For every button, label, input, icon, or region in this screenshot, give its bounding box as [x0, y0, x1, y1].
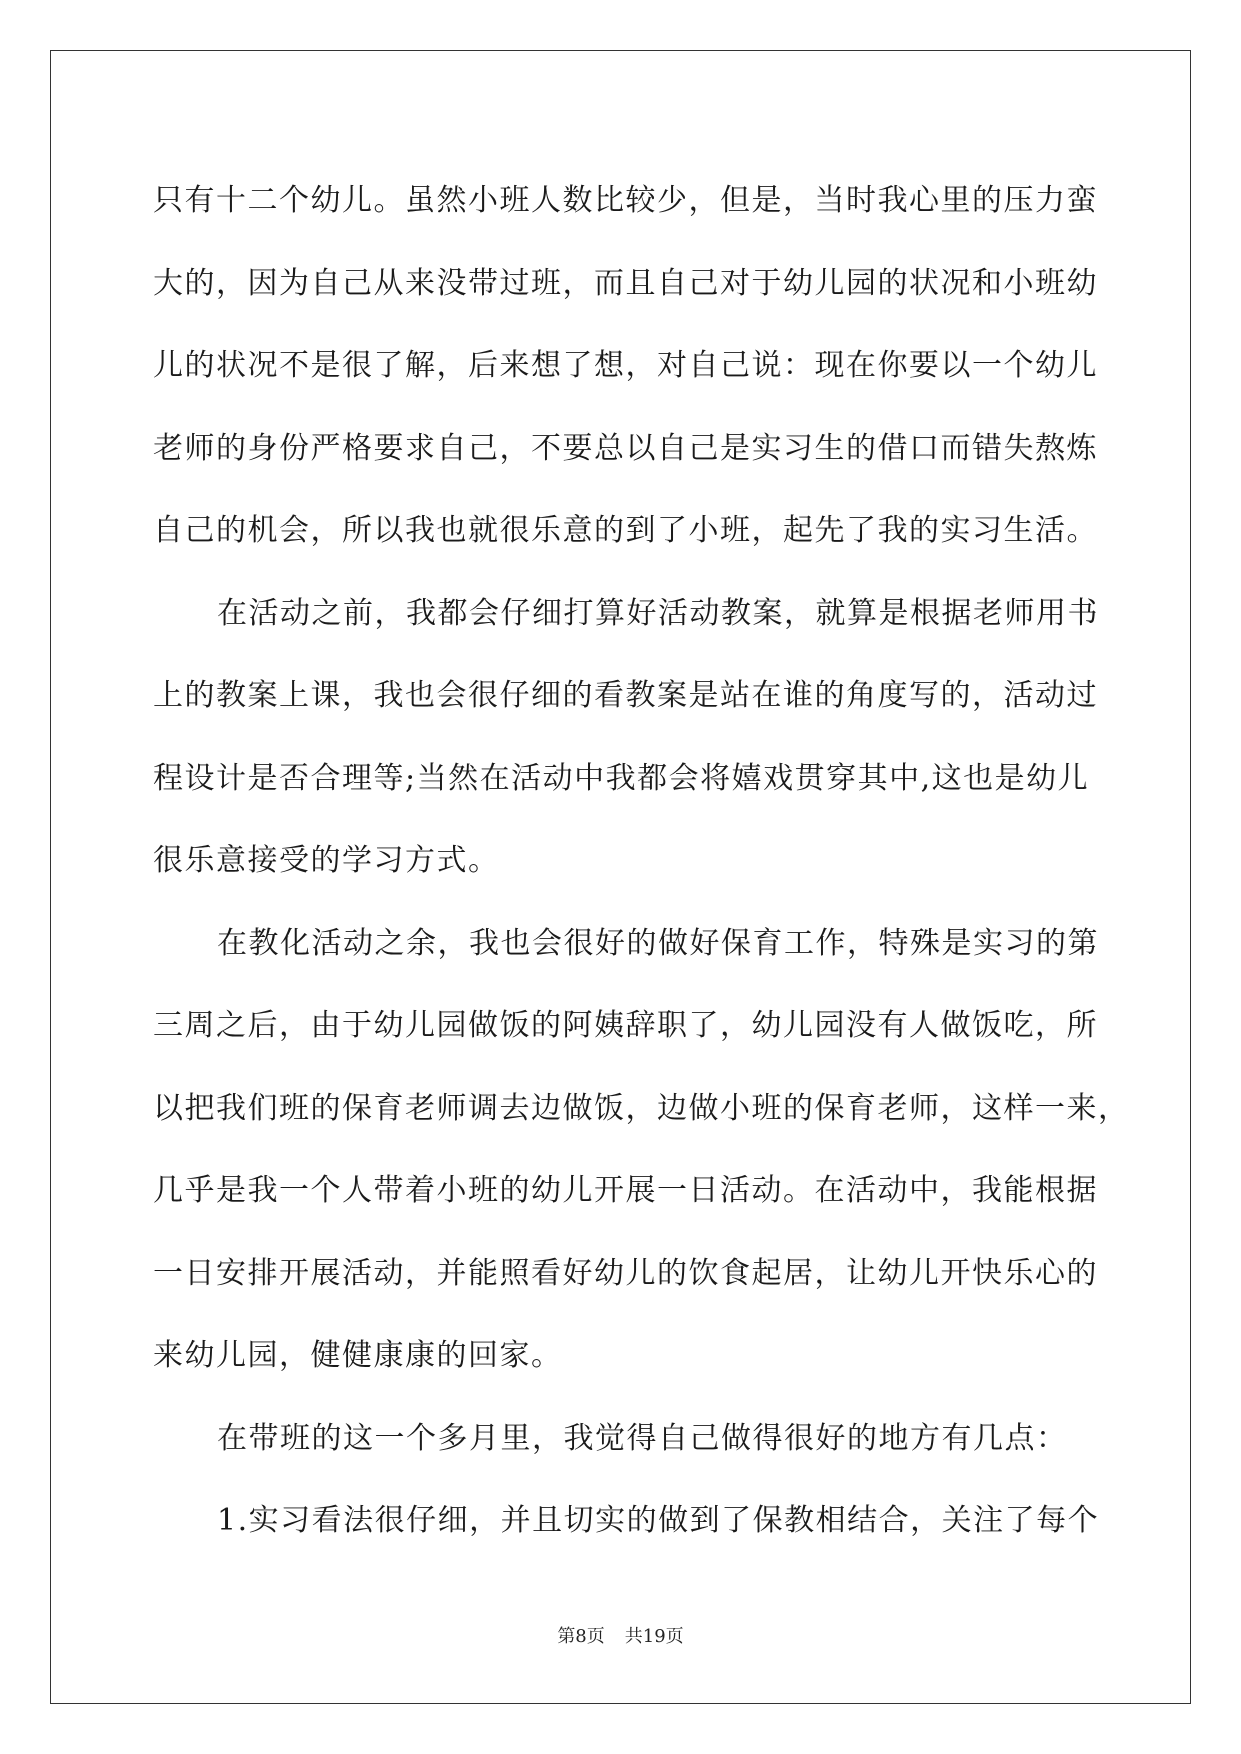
- page-number-current: 第8页: [557, 1626, 605, 1647]
- text-line: 只有十二个幼儿。虽然小班人数比较少，但是，当时我心里的压力蛮: [153, 183, 1098, 218]
- text-line: 程设计是否合理等;当然在活动中我都会将嬉戏贯穿其中,这也是幼儿: [153, 760, 1090, 796]
- text-line: 一日安排开展活动，并能照看好幼儿的饮食起居，让幼儿开快乐心的: [153, 1255, 1098, 1291]
- text-line: 老师的身份严格要求自己，不要总以自己是实习生的借口而错失熬炼: [153, 430, 1098, 466]
- text-line: 上的教案上课，我也会很仔细的看教案是站在谁的角度写的，活动过: [153, 678, 1098, 713]
- paragraph-start: 在活动之前，我都会仔细打算好活动教案，就算是根据老师用书: [217, 595, 1099, 631]
- document-body: [153, 160, 1130, 1563]
- paragraph-start: 在教化活动之余，我也会很好的做好保育工作，特殊是实习的第: [217, 925, 1099, 961]
- text-line: 来幼儿园，健健康康的回家。: [153, 1338, 563, 1373]
- paragraph-start: 在带班的这一个多月里，我觉得自己做得很好的地方有几点：: [217, 1420, 1068, 1456]
- text-line: 儿的状况不是很了解，后来想了想，对自己说：现在你要以一个幼儿: [153, 348, 1098, 383]
- page-footer: [0, 1622, 1241, 1648]
- text-line: 三周之后，由于幼儿园做饭的阿姨辞职了，幼儿园没有人做饭吃，所: [153, 1008, 1098, 1043]
- page-number-total: 共19页: [624, 1626, 684, 1647]
- list-item: 1.实习看法很仔细，并且切实的做到了保教相结合，关注了每个: [217, 1503, 1100, 1538]
- text-line: 自己的机会，所以我也就很乐意的到了小班，起先了我的实习生活。: [153, 513, 1098, 548]
- text-line: 以把我们班的保育老师调去边做饭，边做小班的保育老师，这样一来，: [153, 1090, 1130, 1126]
- text-line: 大的，因为自己从来没带过班，而且自己对于幼儿园的状况和小班幼: [153, 265, 1098, 301]
- text-line: 几乎是我一个人带着小班的幼儿开展一日活动。在活动中，我能根据: [153, 1173, 1098, 1208]
- text-line: 很乐意接受的学习方式。: [153, 843, 500, 878]
